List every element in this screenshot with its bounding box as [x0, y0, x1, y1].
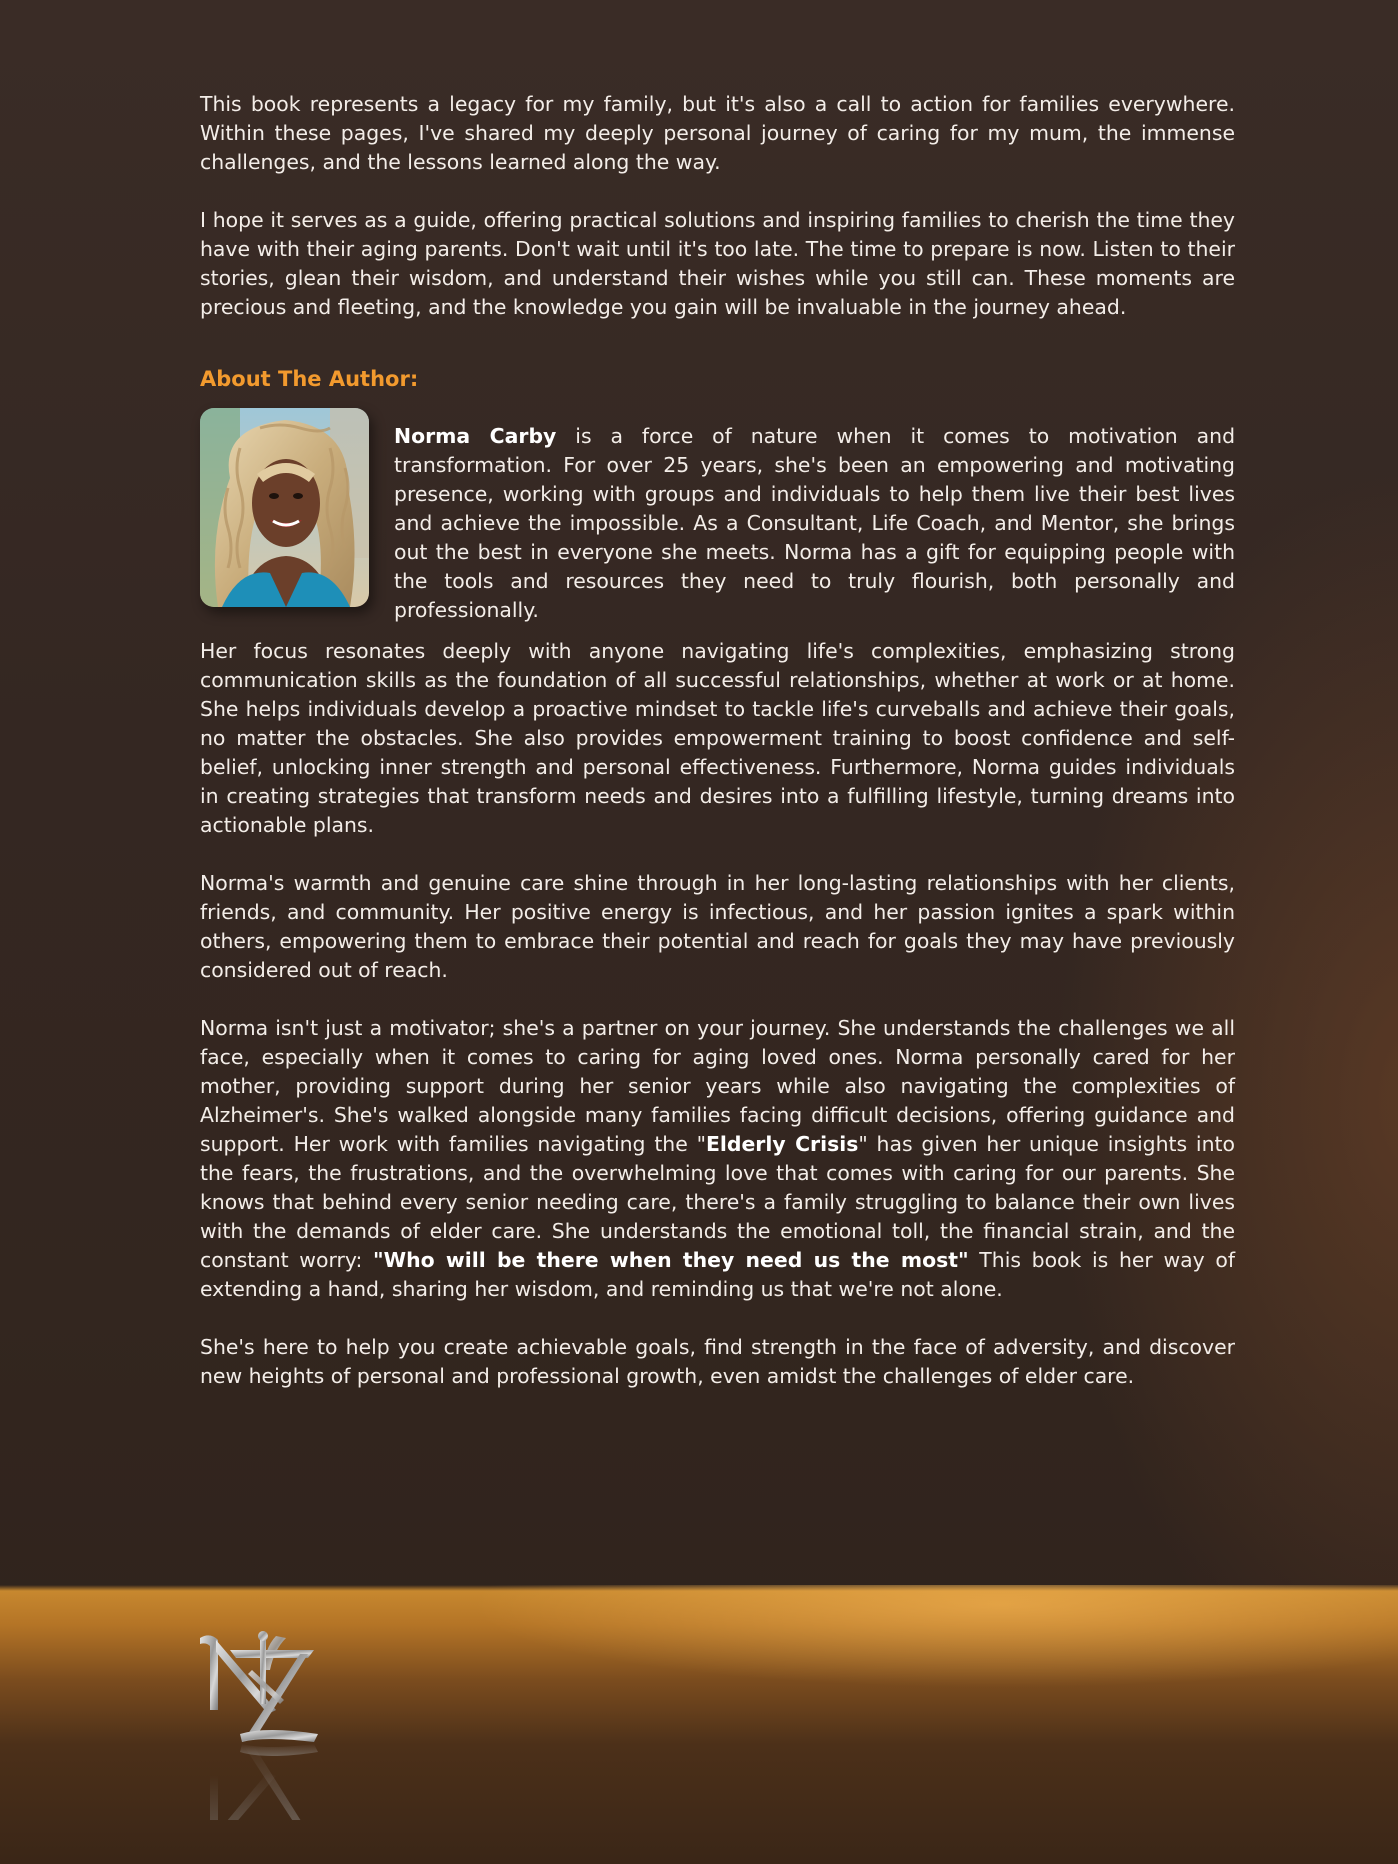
nz-monogram-logo-icon [196, 1630, 336, 1820]
warmth-paragraph: Norma's warmth and genuine care shine through in her long-lasting relationships with her clients, friends, and community. Her positive energy is infectious, and her passion ignites a spark within others, empowering them to embrace their potential and reach for goals they may have previously considered out of reach. [200, 871, 1235, 982]
author-portrait [200, 408, 369, 607]
who-will-be-there-quote: "Who will be there when they need us the most" [372, 1248, 969, 1272]
intro-paragraph-2: I hope it serves as a guide, offering practical solutions and inspiring families to cherish the time they have with their aging parents. Don't wait until it's too late. The time to prepare is now. Listen to their stories, glean their wisdom, and understand their wishes while you still can. These moments are precious and fleeting, and the knowledge you gain will be invaluable in the journey ahead. [200, 208, 1235, 319]
closing-paragraph: She's here to help you create achievable goals, find strength in the face of adversity, and discover new heights of personal and professional growth, even amidst the challenges of elder care. [200, 1335, 1235, 1388]
partner-text-3: This book is her way of extending a hand, sharing her wisdom, and reminding us that we're not alone. [200, 1248, 1235, 1301]
author-portrait-photo-icon [200, 408, 369, 607]
elderly-crisis-bold: Elderly Crisis [705, 1132, 859, 1156]
page-content [200, 90, 1235, 1420]
intro-paragraph-1: This book represents a legacy for my family, but it's also a call to action for families everywhere. Within these pages, I've shared my deeply personal journey of caring for my mum, the immense challenges, and the lessons learned along the way. [200, 92, 1235, 174]
author-name: Norma Carby [394, 424, 557, 448]
logo [196, 1630, 336, 1820]
author-bio-paragraph [394, 422, 1235, 625]
author-intro-block [200, 408, 1235, 625]
author-bio-first [394, 422, 1235, 625]
author-bio-text: is a force of nature when it comes to motivation and transformation. For over 25 years, she's been an empowering and motivating presence, working with groups and individuals to help them live their best lives and achieve the impossible. As a Consultant, Life Coach, and Mentor, she brings out the best in everyone she meets. Norma has a gift for equipping people with the tools and resources they need to truly flourish, both personally and professionally. [394, 424, 1236, 622]
partner-paragraph [200, 1014, 1235, 1304]
partner-text-1: Norma isn't just a motivator; she's a partner on your journey. She understands the challenges we all face, especially when it comes to caring for aging loved ones. Norma personally cared for her mother, providing support during her senior years while also navigating the complexities of Alzheimer's. She's walked alongside many families facing difficult decisions, offering guidance and support. Her work with families navigating the " [200, 1016, 1235, 1156]
partner-text-2: " has given her unique insights into the fears, the frustrations, and the overwhelming love that comes with caring for our parents. She knows that behind every senior needing care, there's a family struggling to balance their own lives with the demands of elder care. She understands the emotional toll, the financial strain, and the constant worry: [200, 1132, 1235, 1272]
about-author-heading: About The Author: [200, 367, 419, 391]
focus-paragraph: Her focus resonates deeply with anyone navigating life's complexities, emphasizing strong communication skills as the foundation of all successful relationships, whether at work or at home. She helps individuals develop a proactive mindset to tackle life's curveballs and achieve their goals, no matter the obstacles. She also provides empowerment training to boost confidence and self-belief, unlocking inner strength and personal effectiveness. Furthermore, Norma guides individuals in creating strategies that transform needs and desires into a fulfilling lifestyle, turning dreams into actionable plans. [200, 639, 1235, 837]
